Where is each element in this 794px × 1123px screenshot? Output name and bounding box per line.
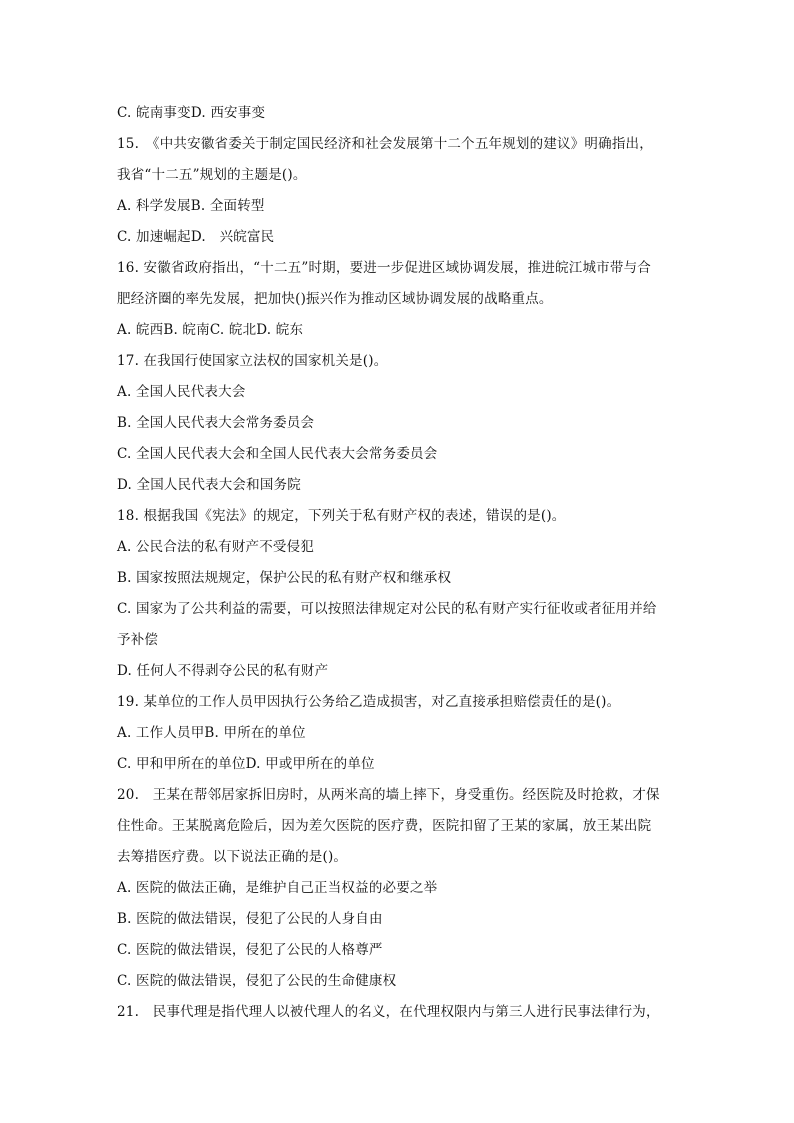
question-20-option-c-duplicate: C. 医院的做法错误，侵犯了公民的生命健康权 [117, 973, 397, 989]
question-20-option-b: B. 医院的做法错误，侵犯了公民的人身自由 [117, 911, 383, 927]
question-18-option-b: B. 国家按照法规规定，保护公民的私有财产权和继承权 [117, 570, 452, 586]
question-16-options: A. 皖西B. 皖南C. 皖北D. 皖东 [117, 322, 304, 338]
question-18-option-d: D. 任何人不得剥夺公民的私有财产 [117, 663, 329, 679]
question-18-option-c-line-2: 予补偿 [117, 632, 159, 648]
question-17-option-d: D. 全国人民代表大会和国务院 [117, 477, 301, 493]
question-15-options-cd: C. 加速崛起D. 兴皖富民 [117, 229, 275, 245]
question-20-line-3: 去筹措医疗费。以下说法正确的是()。 [117, 849, 348, 865]
question-20-option-c: C. 医院的做法错误，侵犯了公民的人格尊严 [117, 942, 383, 958]
question-15-options-ab: A. 科学发展B. 全面转型 [117, 198, 265, 214]
question-19-stem: 19. 某单位的工作人员甲因执行公务给乙造成损害，对乙直接承担赔偿责任的是()。 [117, 694, 621, 710]
question-18-stem: 18. 根据我国《宪法》的规定，下列关于私有财产权的表述，错误的是()。 [117, 508, 566, 524]
text-line: C. 皖南事变D. 西安事变 [117, 105, 266, 121]
question-15-line-1: 15. 《中共安徽省委关于制定国民经济和社会发展第十二个五年规划的建议》明确指出， [117, 136, 653, 152]
question-17-option-a: A. 全国人民代表大会 [117, 384, 246, 400]
question-21-line-1: 21. 民事代理是指代理人以被代理人的名义，在代理权限内与第三人进行民事法律行为， [117, 1004, 660, 1020]
question-17-option-b: B. 全国人民代表大会常务委员会 [117, 415, 315, 431]
question-19-options-cd: C. 甲和甲所在的单位D. 甲或甲所在的单位 [117, 756, 375, 772]
question-16-line-2: 肥经济圈的率先发展，把加快()振兴作为推动区域协调发展的战略重点。 [117, 291, 553, 307]
question-15-line-2: 我省“十二五”规划的主题是()。 [117, 167, 307, 183]
question-16-line-1: 16. 安徽省政府指出，“十二五”时期，要进一步促进区域协调发展，推进皖江城市带与合 [117, 260, 651, 276]
question-20-line-2: 住性命。王某脱离危险后，因为差欠医院的医疗费，医院扣留了王某的家属，放王某出院 [117, 818, 652, 834]
question-20-option-a: A. 医院的做法正确，是维护自己正当权益的必要之举 [117, 880, 438, 896]
question-18-option-a: A. 公民合法的私有财产不受侵犯 [117, 539, 315, 555]
question-18-option-c-line-1: C. 国家为了公共利益的需要，可以按照法律规定对公民的私有财产实行征收或者征用并给 [117, 601, 657, 617]
question-20-line-1: 20. 王某在帮邻居家拆旧房时，从两米高的墙上摔下，身受重伤。经医院及时抢救，才保 [117, 787, 660, 803]
question-19-options-ab: A. 工作人员甲B. 甲所在的单位 [117, 725, 306, 741]
question-17-stem: 17. 在我国行使国家立法权的国家机关是()。 [117, 353, 388, 369]
exam-text-body [117, 101, 677, 1031]
question-17-option-c: C. 全国人民代表大会和全国人民代表大会常务委员会 [117, 446, 438, 462]
